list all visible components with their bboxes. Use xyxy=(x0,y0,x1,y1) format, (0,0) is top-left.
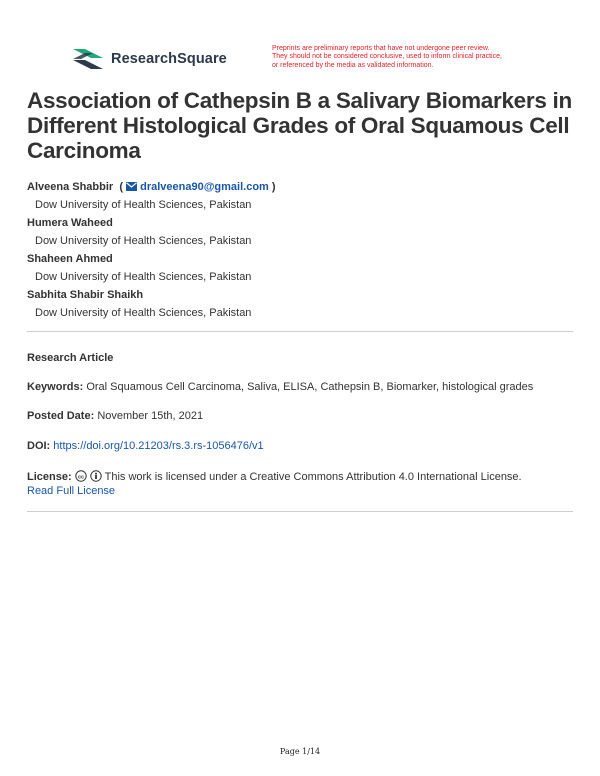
mail-icon xyxy=(126,182,137,191)
keywords-row xyxy=(27,381,533,393)
brand-name-part2: Square xyxy=(177,51,227,67)
read-full-license-link[interactable]: Read Full License xyxy=(27,485,116,497)
page-number: Page 1/14 xyxy=(279,747,321,756)
brand-name xyxy=(111,51,227,67)
svg-text:cc: cc xyxy=(77,474,84,481)
creative-commons-icon xyxy=(75,470,87,482)
keywords-label: Keywords: xyxy=(27,381,84,393)
notice-line: Preprints are preliminary reports that have not undergone peer review. xyxy=(272,45,490,52)
doi-row xyxy=(27,440,264,452)
license-label: License: xyxy=(27,471,72,483)
section-divider xyxy=(27,511,573,512)
doi-label: DOI: xyxy=(27,440,51,452)
author-name: Humera Waheed xyxy=(27,217,113,229)
license-text: This work is licensed under a Creative Commons Attribution 4.0 International License. xyxy=(104,471,522,483)
author-affiliation: Dow University of Health Sciences, Pakistan xyxy=(35,235,252,247)
attribution-icon xyxy=(90,470,102,482)
author-name: Shaheen Ahmed xyxy=(27,253,113,265)
author-affiliation: Dow University of Health Sciences, Pakistan xyxy=(35,199,252,211)
author-email-wrap: ( dralveena90@gmail.com ) xyxy=(116,181,276,193)
author-affiliation: Dow University of Health Sciences, Pakistan xyxy=(35,271,252,283)
article-type-label: Research Article xyxy=(27,352,114,364)
brand-name-part1: Research xyxy=(111,51,178,67)
paper-title: Association of Cathepsin B a Salivary Biomarkers in Different Histological Grades of Oral Squamous Cell Carcinoma xyxy=(27,88,572,163)
license-row xyxy=(27,470,573,497)
preprint-notice xyxy=(272,45,542,70)
notice-line: They should not be considered conclusive, used to inform clinical practice, xyxy=(272,53,502,61)
keywords-value: Oral Squamous Cell Carcinoma, Saliva, ELISA, Cathepsin B, Biomarker, histological grades xyxy=(86,381,534,393)
posted-date-label: Posted Date: xyxy=(27,410,95,422)
author-entry xyxy=(27,179,587,197)
posted-date-value: November 15th, 2021 xyxy=(97,410,204,422)
posted-date-row xyxy=(27,410,203,422)
author-name: Alveena Shabbir xyxy=(27,181,114,193)
author-affiliation: Dow University of Health Sciences, Pakistan xyxy=(35,307,252,319)
article-type xyxy=(27,352,113,364)
author-email-link[interactable]: dralveena90@gmail.com xyxy=(140,181,269,193)
research-square-logo-icon xyxy=(73,47,103,71)
section-divider xyxy=(27,331,573,332)
notice-line: or referenced by the media as validated information. xyxy=(272,61,434,69)
author-name: Sabhita Shabir Shaikh xyxy=(27,289,144,301)
author-list xyxy=(27,179,587,323)
doi-link[interactable]: https://doi.org/10.21203/rs.3.rs-1056476/v1 xyxy=(53,440,264,452)
research-square-logo xyxy=(73,47,227,71)
